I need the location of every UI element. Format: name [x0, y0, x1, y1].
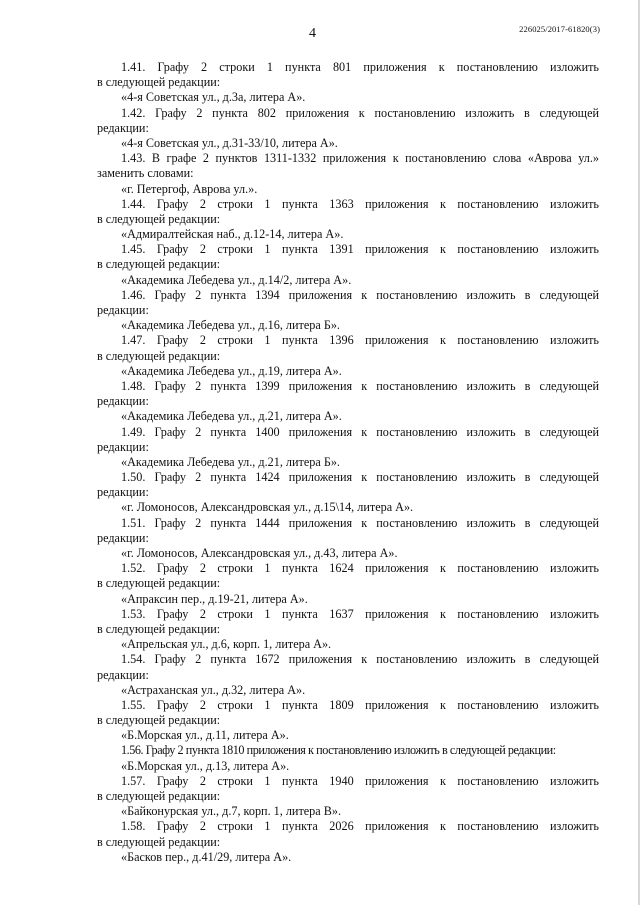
item-quote: «Академика Лебедева ул., д.14/2, литера А». — [121, 272, 352, 287]
list-item — [97, 106, 599, 152]
item-text: 1.49. Графу 2 пункта 1400 приложения к постановлению изложить в следующей — [121, 424, 599, 439]
item-text-continuation: в следующей редакции: — [97, 621, 221, 636]
item-text-continuation: редакции: — [97, 120, 149, 135]
list-item — [97, 288, 599, 334]
item-text-continuation: в следующей редакции: — [97, 211, 221, 226]
item-text: 1.51. Графу 2 пункта 1444 приложения к постановлению изложить в следующей — [121, 515, 599, 530]
list-item — [97, 819, 599, 865]
item-quote: «Академика Лебедева ул., д.19, литера А». — [121, 363, 342, 378]
item-text-continuation: в следующей редакции: — [97, 348, 221, 363]
list-item — [97, 470, 599, 516]
item-text-continuation: редакции: — [97, 394, 149, 409]
item-quote: «Б.Морская ул., д.11, литера А». — [121, 728, 289, 743]
list-item — [97, 516, 599, 562]
item-quote: «г. Ломоносов, Александровская ул., д.43, литера А». — [121, 546, 398, 560]
item-text-continuation: в следующей редакции: — [97, 257, 221, 272]
item-text: 1.47. Графу 2 строки 1 пункта 1396 приложения к постановлению изложить — [121, 333, 599, 348]
item-text: 1.52. Графу 2 строки 1 пункта 1624 приложения к постановлению изложить — [121, 561, 599, 576]
item-quote: «Апрельская ул., д.6, корп. 1, литера А». — [121, 637, 332, 652]
item-text: 1.54. Графу 2 пункта 1672 приложения к постановлению изложить в следующей — [121, 652, 599, 667]
item-text: 1.55. Графу 2 строки 1 пункта 1809 приложения к постановлению изложить — [121, 697, 599, 712]
list-item — [97, 607, 599, 653]
list-item — [97, 561, 599, 607]
item-quote: «г. Ломоносов, Александровская ул., д.15\14, литера А». — [121, 500, 414, 515]
item-text-continuation: редакции: — [97, 439, 149, 454]
document-body — [97, 60, 599, 865]
item-text-continuation: редакции: — [97, 530, 149, 545]
item-text-continuation: заменить словами: — [97, 166, 194, 181]
item-text-continuation: редакции: — [97, 485, 149, 500]
list-item — [97, 379, 599, 425]
item-text: 1.43. В графе 2 пунктов 1311-1332 приложения к постановлению слова «Аврова ул.» — [121, 151, 599, 166]
list-item — [97, 60, 599, 106]
item-text: 1.50. Графу 2 пункта 1424 приложения к постановлению изложить в следующей — [121, 470, 599, 485]
item-text: 1.44. Графу 2 строки 1 пункта 1363 приложения к постановлению изложить — [121, 196, 599, 211]
item-text-continuation: в следующей редакции: — [97, 834, 221, 849]
item-quote: «Академика Лебедева ул., д.21, литера А». — [121, 409, 342, 424]
item-quote: «Академика Лебедева ул., д.16, литера Б». — [121, 318, 340, 333]
item-quote: «г. Петергоф, Аврова ул.». — [121, 181, 258, 196]
item-text: 1.48. Графу 2 пункта 1399 приложения к постановлению изложить в следующей — [121, 378, 599, 393]
item-quote: «Академика Лебедева ул., д.21, литера Б». — [121, 454, 340, 469]
item-text: 1.53. Графу 2 строки 1 пункта 1637 приложения к постановлению изложить — [121, 606, 599, 621]
list-item — [97, 425, 599, 471]
item-quote: «Байконурская ул., д.7, корп. 1, литера В». — [121, 804, 342, 819]
item-text-continuation: в следующей редакции: — [97, 713, 221, 728]
item-text: 1.57. Графу 2 строки 1 пункта 1940 приложения к постановлению изложить — [121, 773, 599, 788]
item-text: 1.42. Графу 2 пункта 802 приложения к постановлению изложить в следующей — [121, 105, 599, 120]
item-text: 1.56. Графу 2 пункта 1810 приложения к постановлению изложить в следующей редакции: — [121, 743, 556, 758]
item-quote: «Апраксин пер., д.19-21, литера А». — [121, 591, 308, 606]
list-item — [97, 774, 599, 820]
item-quote: «Б.Морская ул., д.13, литера А». — [121, 758, 290, 773]
item-text-continuation: в следующей редакции: — [97, 789, 221, 803]
list-item — [97, 698, 599, 744]
item-text-continuation: в следующей редакции: — [97, 576, 221, 591]
item-quote: «4-я Советская ул., д.3а, литера А». — [121, 90, 306, 105]
list-item — [97, 197, 599, 243]
item-text: 1.58. Графу 2 строки 1 пункта 2026 приложения к постановлению изложить — [121, 819, 599, 834]
item-quote: «Басков пер., д.41/29, литера А». — [121, 849, 292, 864]
document-id: 226025/2017-61820(3) — [519, 24, 600, 34]
item-quote: «4-я Советская ул., д.31-33/10, литера А». — [121, 135, 338, 150]
item-text-continuation: редакции: — [97, 303, 149, 317]
item-text: 1.41. Графу 2 строки 1 пункта 801 приложения к постановлению изложить — [121, 60, 599, 74]
item-quote: «Астраханская ул., д.32, литера А». — [121, 682, 306, 697]
list-item — [97, 242, 599, 288]
list-item — [97, 333, 599, 379]
page-number: 4 — [309, 26, 316, 41]
item-quote: «Адмиралтейская наб., д.12-14, литера А». — [121, 227, 344, 242]
item-text: 1.46. Графу 2 пункта 1394 приложения к постановлению изложить в следующей — [121, 287, 599, 302]
item-text: 1.45. Графу 2 строки 1 пункта 1391 приложения к постановлению изложить — [121, 242, 599, 257]
item-text-continuation: в следующей редакции: — [97, 75, 221, 90]
list-item — [97, 151, 599, 197]
item-text-continuation: редакции: — [97, 667, 149, 682]
list-item — [97, 743, 599, 773]
list-item — [97, 652, 599, 698]
